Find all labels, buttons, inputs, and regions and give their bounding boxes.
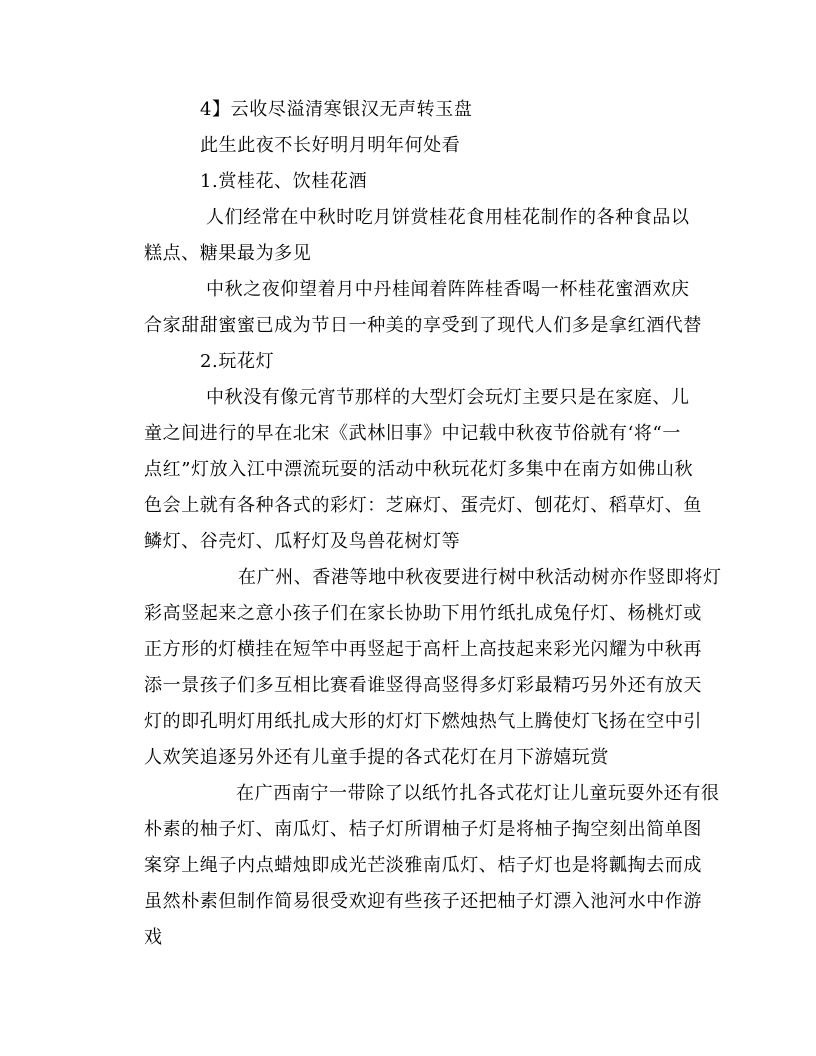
paragraph-line: 正方形的灯横挂在短竿中再竖起于高杆上高技起来彩光闪耀为中秋再: [144, 639, 702, 660]
paragraph-line: 中秋之夜仰望着月中丹桂闻着阵阵桂香喝一杯桂花蜜酒欢庆: [206, 279, 690, 300]
paragraph-line: 人欢笑追逐另外还有儿童手提的各式花灯在月下游嬉玩赏: [144, 747, 609, 768]
section-heading-2: 2.玩花灯: [200, 351, 275, 372]
paragraph-line: 虽然朴素但制作简易很受欢迎有些孩子还把柚子灯漂入池河水中作游: [144, 891, 702, 912]
paragraph-line: 人们经常在中秋时吃月饼赏桂花食用桂花制作的各种食品以: [206, 207, 690, 228]
paragraph-line: 点红”灯放入江中漂流玩耍的活动中秋玩花灯多集中在南方如佛山秋: [144, 459, 694, 480]
paragraph-line: 戏: [144, 927, 163, 948]
document-body: [144, 92, 722, 956]
paragraph-line: 色会上就有各种各式的彩灯：芝麻灯、蛋壳灯、刨花灯、稻草灯、鱼: [144, 495, 702, 516]
paragraph-line: 添一景孩子们多互相比赛看谁竖得高竖得多灯彩最精巧另外还有放天: [144, 675, 702, 696]
paragraph-line: 童之间进行的早在北宋《武林旧事》中记载中秋夜节俗就有‘将“一: [144, 423, 681, 444]
poem-line-1: 4】云收尽溢清寒银汉无声转玉盘: [200, 99, 473, 120]
paragraph-line: 在广州、香港等地中秋夜要进行树中秋活动树亦作竖即将灯: [238, 567, 722, 588]
poem-line-2: 此生此夜不长好明月明年何处看: [200, 135, 461, 156]
paragraph-line: 在广西南宁一带除了以纸竹扎各式花灯让儿童玩耍外还有很: [236, 783, 720, 804]
paragraph-line: 糕点、糖果最为多见: [144, 243, 312, 264]
paragraph-line: 中秋没有像元宵节那样的大型灯会玩灯主要只是在家庭、儿: [206, 387, 690, 408]
paragraph-line: 朴素的柚子灯、南瓜灯、桔子灯所谓柚子灯是将柚子掏空刻出简单图: [144, 819, 702, 840]
paragraph-line: 彩高竖起来之意小孩子们在家长协助下用竹纸扎成兔仔灯、杨桃灯或: [144, 603, 702, 624]
paragraph-line: 灯的即孔明灯用纸扎成大形的灯灯下燃烛热气上腾使灯飞扬在空中引: [144, 711, 702, 732]
section-heading-1: 1.赏桂花、饮桂花酒: [200, 171, 368, 192]
paragraph-line: 案穿上绳子内点蜡烛即成光芒淡雅南瓜灯、桔子灯也是将瓤掏去而成: [144, 855, 702, 876]
paragraph-line: 鳞灯、谷壳灯、瓜籽灯及鸟兽花树灯等: [144, 531, 461, 552]
paragraph-line: 合家甜甜蜜蜜已成为节日一种美的享受到了现代人们多是拿红酒代替: [144, 315, 702, 336]
